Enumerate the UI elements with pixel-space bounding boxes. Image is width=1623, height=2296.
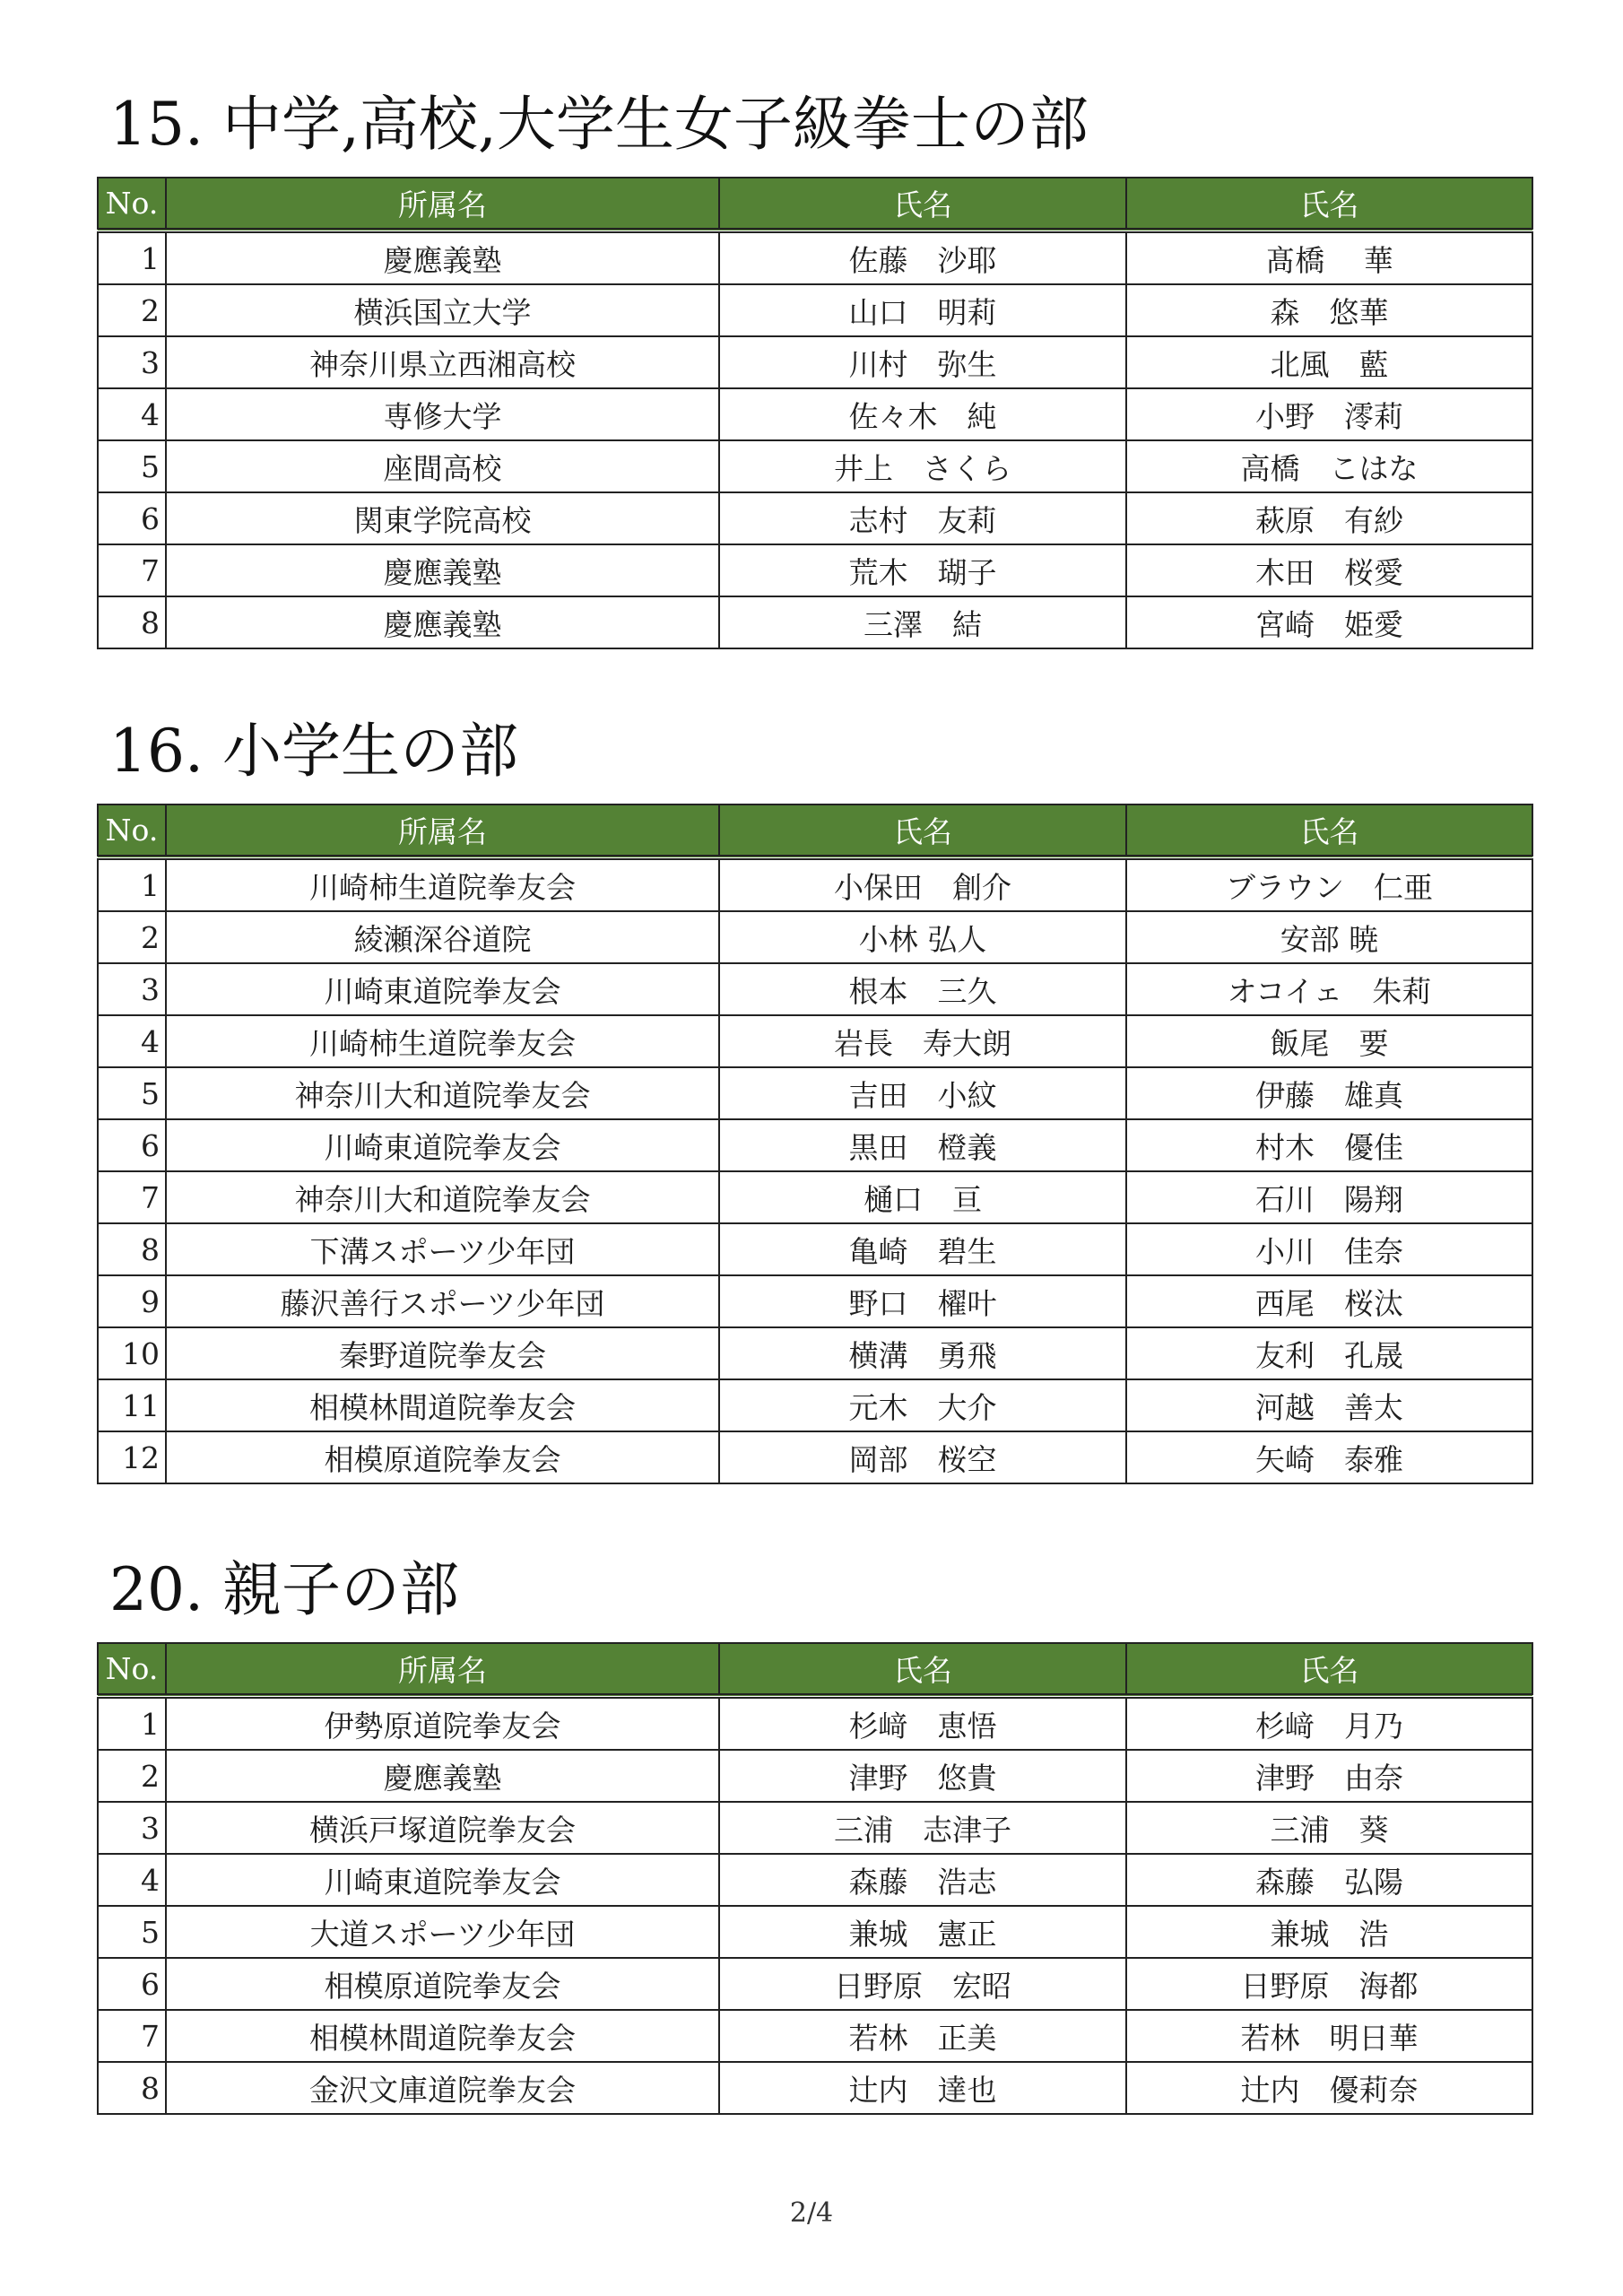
cell-no: 8 — [98, 596, 166, 648]
cell-no: 2 — [98, 1750, 166, 1802]
table-row — [98, 544, 1532, 596]
cell-no: 3 — [98, 963, 166, 1015]
cell-name-2: 森 悠華 — [1126, 284, 1532, 336]
cell-name-1: 元木 大介 — [719, 1379, 1126, 1431]
cell-no: 7 — [98, 544, 166, 596]
cell-name-1: 若林 正美 — [719, 2010, 1126, 2062]
entry-table — [97, 1642, 1533, 2115]
table-row — [98, 1750, 1532, 1802]
table-row — [98, 492, 1532, 544]
cell-name-1: 井上 さくら — [719, 440, 1126, 492]
cell-affiliation: 大道スポーツ少年団 — [166, 1906, 719, 1958]
section-title: 16. 小学生の部 — [109, 717, 518, 786]
header-affiliation: 所属名 — [166, 804, 719, 857]
table-row — [98, 1379, 1532, 1431]
cell-name-1: 森藤 浩志 — [719, 1854, 1126, 1906]
table-row — [98, 1802, 1532, 1854]
cell-name-2: 宮崎 姫愛 — [1126, 596, 1532, 648]
table-row — [98, 596, 1532, 648]
header-name-2: 氏名 — [1126, 1643, 1532, 1696]
section-elementary — [97, 712, 1532, 1484]
cell-no: 8 — [98, 1223, 166, 1275]
table-row — [98, 440, 1532, 492]
table-header-row — [98, 178, 1532, 230]
cell-name-2: 石川 陽翔 — [1126, 1171, 1532, 1223]
header-affiliation: 所属名 — [166, 178, 719, 230]
cell-name-2: 河越 善太 — [1126, 1379, 1532, 1431]
section-title: 20. 親子の部 — [109, 1555, 459, 1624]
cell-name-1: 日野原 宏昭 — [719, 1958, 1126, 2010]
cell-affiliation: 秦野道院拳友会 — [166, 1327, 719, 1379]
cell-no: 10 — [98, 1327, 166, 1379]
cell-affiliation: 相模林間道院拳友会 — [166, 2010, 719, 2062]
table-row — [98, 1067, 1532, 1119]
cell-affiliation: 川崎東道院拳友会 — [166, 963, 719, 1015]
entry-table — [97, 177, 1533, 649]
cell-name-1: 兼城 憲正 — [719, 1906, 1126, 1958]
cell-no: 1 — [98, 1696, 166, 1750]
table-row — [98, 1854, 1532, 1906]
entry-table — [97, 804, 1533, 1484]
table-row — [98, 1223, 1532, 1275]
cell-affiliation: 神奈川県立西湘高校 — [166, 336, 719, 388]
cell-affiliation: 下溝スポーツ少年団 — [166, 1223, 719, 1275]
table-row — [98, 388, 1532, 440]
cell-name-2: 村木 優佳 — [1126, 1119, 1532, 1171]
cell-affiliation: 川崎東道院拳友会 — [166, 1119, 719, 1171]
cell-affiliation: 伊勢原道院拳友会 — [166, 1696, 719, 1750]
cell-no: 1 — [98, 857, 166, 911]
header-no: No. — [98, 804, 166, 857]
cell-no: 4 — [98, 1015, 166, 1067]
table-row — [98, 284, 1532, 336]
cell-no: 5 — [98, 440, 166, 492]
cell-name-1: 横溝 勇飛 — [719, 1327, 1126, 1379]
cell-name-1: 亀崎 碧生 — [719, 1223, 1126, 1275]
cell-affiliation: 川崎柿生道院拳友会 — [166, 857, 719, 911]
cell-name-2: 杉﨑 月乃 — [1126, 1696, 1532, 1750]
section-junior-high-high-school-university-women — [97, 85, 1532, 649]
cell-affiliation: 慶應義塾 — [166, 596, 719, 648]
table-row — [98, 2010, 1532, 2062]
table-row — [98, 1696, 1532, 1750]
cell-name-2: 高橋 こはな — [1126, 440, 1532, 492]
cell-affiliation: 神奈川大和道院拳友会 — [166, 1171, 719, 1223]
cell-name-1: 荒木 瑚子 — [719, 544, 1126, 596]
cell-affiliation: 金沢文庫道院拳友会 — [166, 2062, 719, 2114]
cell-name-2: ブラウン 仁亜 — [1126, 857, 1532, 911]
cell-affiliation: 慶應義塾 — [166, 544, 719, 596]
cell-name-1: 岡部 桜空 — [719, 1431, 1126, 1483]
cell-no: 3 — [98, 1802, 166, 1854]
cell-name-2: 森藤 弘陽 — [1126, 1854, 1532, 1906]
cell-name-1: 山口 明莉 — [719, 284, 1126, 336]
table-header-row — [98, 804, 1532, 857]
cell-affiliation: 相模原道院拳友会 — [166, 1431, 719, 1483]
cell-name-2: 辻内 優莉奈 — [1126, 2062, 1532, 2114]
header-name-2: 氏名 — [1126, 804, 1532, 857]
cell-affiliation: 相模林間道院拳友会 — [166, 1379, 719, 1431]
header-no: No. — [98, 1643, 166, 1696]
cell-name-2: 日野原 海都 — [1126, 1958, 1532, 2010]
cell-affiliation: 綾瀬深谷道院 — [166, 911, 719, 963]
table-row — [98, 2062, 1532, 2114]
section-title: 15. 中学,高校,大学生女子級拳士の部 — [109, 90, 1089, 159]
header-no: No. — [98, 178, 166, 230]
cell-no: 9 — [98, 1275, 166, 1327]
cell-name-1: 岩長 寿大朗 — [719, 1015, 1126, 1067]
cell-no: 4 — [98, 1854, 166, 1906]
cell-affiliation: 慶應義塾 — [166, 230, 719, 284]
cell-affiliation: 横浜戸塚道院拳友会 — [166, 1802, 719, 1854]
cell-affiliation: 相模原道院拳友会 — [166, 1958, 719, 2010]
table-row — [98, 336, 1532, 388]
cell-name-1: 佐藤 沙耶 — [719, 230, 1126, 284]
cell-name-1: 樋口 亘 — [719, 1171, 1126, 1223]
cell-no: 6 — [98, 1119, 166, 1171]
table-row — [98, 1015, 1532, 1067]
section-parent-child — [97, 1551, 1532, 2115]
cell-no: 7 — [98, 1171, 166, 1223]
cell-affiliation: 関東学院高校 — [166, 492, 719, 544]
cell-name-2: 友利 孔晟 — [1126, 1327, 1532, 1379]
cell-no: 5 — [98, 1067, 166, 1119]
cell-name-1: 川村 弥生 — [719, 336, 1126, 388]
cell-no: 11 — [98, 1379, 166, 1431]
cell-affiliation: 川崎東道院拳友会 — [166, 1854, 719, 1906]
cell-name-1: 佐々木 純 — [719, 388, 1126, 440]
cell-no: 8 — [98, 2062, 166, 2114]
cell-affiliation: 横浜国立大学 — [166, 284, 719, 336]
cell-name-2: オコイェ 朱莉 — [1126, 963, 1532, 1015]
cell-name-1: 小保田 創介 — [719, 857, 1126, 911]
cell-name-1: 三浦 志津子 — [719, 1802, 1126, 1854]
cell-affiliation: 川崎柿生道院拳友会 — [166, 1015, 719, 1067]
cell-no: 6 — [98, 1958, 166, 2010]
table-row — [98, 1171, 1532, 1223]
cell-no: 12 — [98, 1431, 166, 1483]
cell-no: 2 — [98, 911, 166, 963]
page-number: 2/4 — [789, 2197, 834, 2229]
cell-name-1: 吉田 小紋 — [719, 1067, 1126, 1119]
cell-no: 6 — [98, 492, 166, 544]
cell-no: 2 — [98, 284, 166, 336]
cell-name-2: 髙橋 華 — [1126, 230, 1532, 284]
cell-name-2: 飯尾 要 — [1126, 1015, 1532, 1067]
cell-name-1: 津野 悠貴 — [719, 1750, 1126, 1802]
table-row — [98, 230, 1532, 284]
cell-name-2: 伊藤 雄真 — [1126, 1067, 1532, 1119]
cell-affiliation: 神奈川大和道院拳友会 — [166, 1067, 719, 1119]
cell-name-2: 萩原 有紗 — [1126, 492, 1532, 544]
cell-no: 1 — [98, 230, 166, 284]
cell-name-2: 木田 桜愛 — [1126, 544, 1532, 596]
cell-name-2: 矢崎 泰雅 — [1126, 1431, 1532, 1483]
cell-name-1: 黒田 橙義 — [719, 1119, 1126, 1171]
header-name-2: 氏名 — [1126, 178, 1532, 230]
cell-name-1: 三澤 結 — [719, 596, 1126, 648]
table-header-row — [98, 1643, 1532, 1696]
cell-name-1: 小林 弘人 — [719, 911, 1126, 963]
header-name-1: 氏名 — [719, 1643, 1126, 1696]
cell-no: 4 — [98, 388, 166, 440]
cell-affiliation: 座間高校 — [166, 440, 719, 492]
cell-name-2: 若林 明日華 — [1126, 2010, 1532, 2062]
table-row — [98, 1431, 1532, 1483]
cell-affiliation: 専修大学 — [166, 388, 719, 440]
table-row — [98, 1958, 1532, 2010]
table-row — [98, 1275, 1532, 1327]
header-affiliation: 所属名 — [166, 1643, 719, 1696]
header-name-1: 氏名 — [719, 178, 1126, 230]
cell-name-2: 三浦 葵 — [1126, 1802, 1532, 1854]
header-name-1: 氏名 — [719, 804, 1126, 857]
table-row — [98, 857, 1532, 911]
cell-name-2: 兼城 浩 — [1126, 1906, 1532, 1958]
cell-name-1: 杉﨑 恵悟 — [719, 1696, 1126, 1750]
cell-name-2: 小野 澪莉 — [1126, 388, 1532, 440]
cell-name-1: 志村 友莉 — [719, 492, 1126, 544]
cell-affiliation: 藤沢善行スポーツ少年団 — [166, 1275, 719, 1327]
cell-no: 3 — [98, 336, 166, 388]
cell-name-2: 北風 藍 — [1126, 336, 1532, 388]
cell-name-2: 津野 由奈 — [1126, 1750, 1532, 1802]
table-row — [98, 963, 1532, 1015]
table-row — [98, 911, 1532, 963]
cell-name-1: 根本 三久 — [719, 963, 1126, 1015]
cell-name-1: 辻内 達也 — [719, 2062, 1126, 2114]
cell-no: 5 — [98, 1906, 166, 1958]
cell-no: 7 — [98, 2010, 166, 2062]
cell-name-1: 野口 櫂叶 — [719, 1275, 1126, 1327]
table-row — [98, 1119, 1532, 1171]
table-row — [98, 1906, 1532, 1958]
cell-name-2: 西尾 桜汰 — [1126, 1275, 1532, 1327]
cell-name-2: 安部 暁 — [1126, 911, 1532, 963]
table-row — [98, 1327, 1532, 1379]
cell-name-2: 小川 佳奈 — [1126, 1223, 1532, 1275]
cell-affiliation: 慶應義塾 — [166, 1750, 719, 1802]
